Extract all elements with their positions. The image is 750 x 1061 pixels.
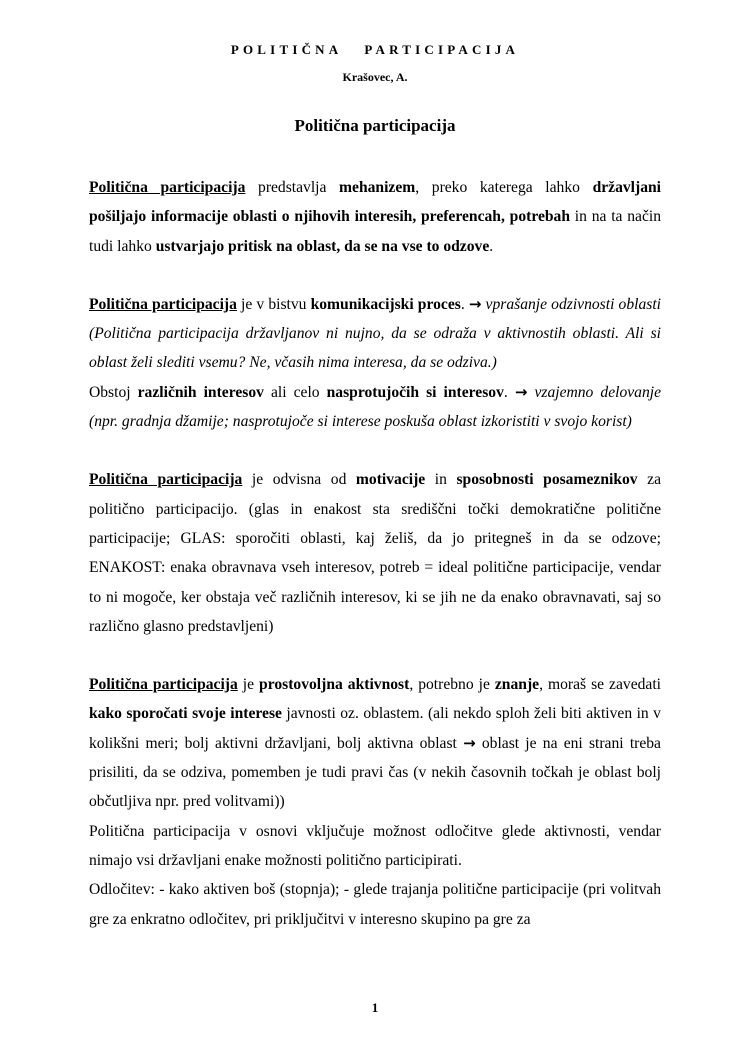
paragraph-4: Politična participacija je odvisna od motivacije in sposobnosti posameznikov za politično participacijo. (glas in enakost sta središčni točki demokratične politične participacije; GLAS: sporočiti oblasti, kaj želiš, da jo pritegneš in da se odzove; ENAKOST: enaka obravnava vseh interesov, potreb = ideal politične participacije, vendar to ni mogoče, ker obstaja več različnih interesov, ki se jih ne da enako obravnavati, saj so različno glasno predstavljeni) bbox=[89, 471, 661, 635]
term-label: Politična participacija bbox=[89, 676, 238, 694]
right-arrow-icon: → bbox=[514, 382, 528, 401]
running-header bbox=[0, 42, 750, 58]
term-label: Politična participacija bbox=[89, 471, 243, 489]
paragraph-1: Politična participacija predstavlja mehanizem, preko katerega lahko državljani pošiljajo informacije oblasti o njihovih interesih, preferencah, potrebah in na ta način tudi lahko ustvarjajo pritisk na oblast, da se na vse to odzove. bbox=[89, 179, 662, 255]
term-label: Politična participacija bbox=[89, 179, 246, 196]
paragraph-2: Politična participacija je v bistvu komunikacijski proces. → vprašanje odzivnosti oblasti (Politična participacija državljanov ni nujno, da se odraža v aktivnostih oblasti. Ali si oblast želi slediti vsemu? Ne, včasih nima interesa, da se odziva.) bbox=[89, 294, 661, 372]
right-arrow-icon: → bbox=[468, 294, 482, 313]
page-title: Politična participacija bbox=[294, 116, 456, 135]
paragraph-7: Odločitev: - kako aktiven boš (stopnja); - glede trajanja politične participacije (pri volitvah gre za enkratno odločitev, pri priključitvi v interesno skupino pa gre za bbox=[89, 881, 661, 928]
header-word-1: POLITIČNA bbox=[230, 42, 343, 57]
header-word-2: PARTICIPACIJA bbox=[364, 42, 520, 57]
paragraph-3: Obstoj različnih interesov ali celo nasprotujočih si interesov. → vzajemno delovanje (npr. gradnja džamije; nasprotujoče si interese poskuša oblast izkoristiti v svojo korist) bbox=[89, 382, 662, 431]
right-arrow-icon: → bbox=[463, 733, 476, 752]
document-body bbox=[89, 173, 661, 934]
author-line: Krašovec, A. bbox=[342, 70, 408, 84]
term-label: Politična participacija bbox=[89, 295, 237, 313]
page-number: 1 bbox=[371, 1000, 379, 1015]
paragraph-6: Politična participacija v osnovi vključuje možnost odločitve glede aktivnosti, vendar nimajo vsi državljani enake možnosti politično participirati. bbox=[89, 822, 661, 869]
paragraph-5: Politična participacija je prostovoljna aktivnost, potrebno je znanje, moraš se zavedati kako sporočati svoje interese javnosti oz. oblastem. (ali nekdo sploh želi biti aktiven in v kolikšni meri; bolj aktivni državljani, bolj aktivna oblast → oblast je na eni strani treba prisiliti, da se odziva, pomemben je tudi pravi čas (v nekih časovnih točkah je oblast bolj občutljiva npr. pred volitvami)) bbox=[89, 676, 661, 811]
